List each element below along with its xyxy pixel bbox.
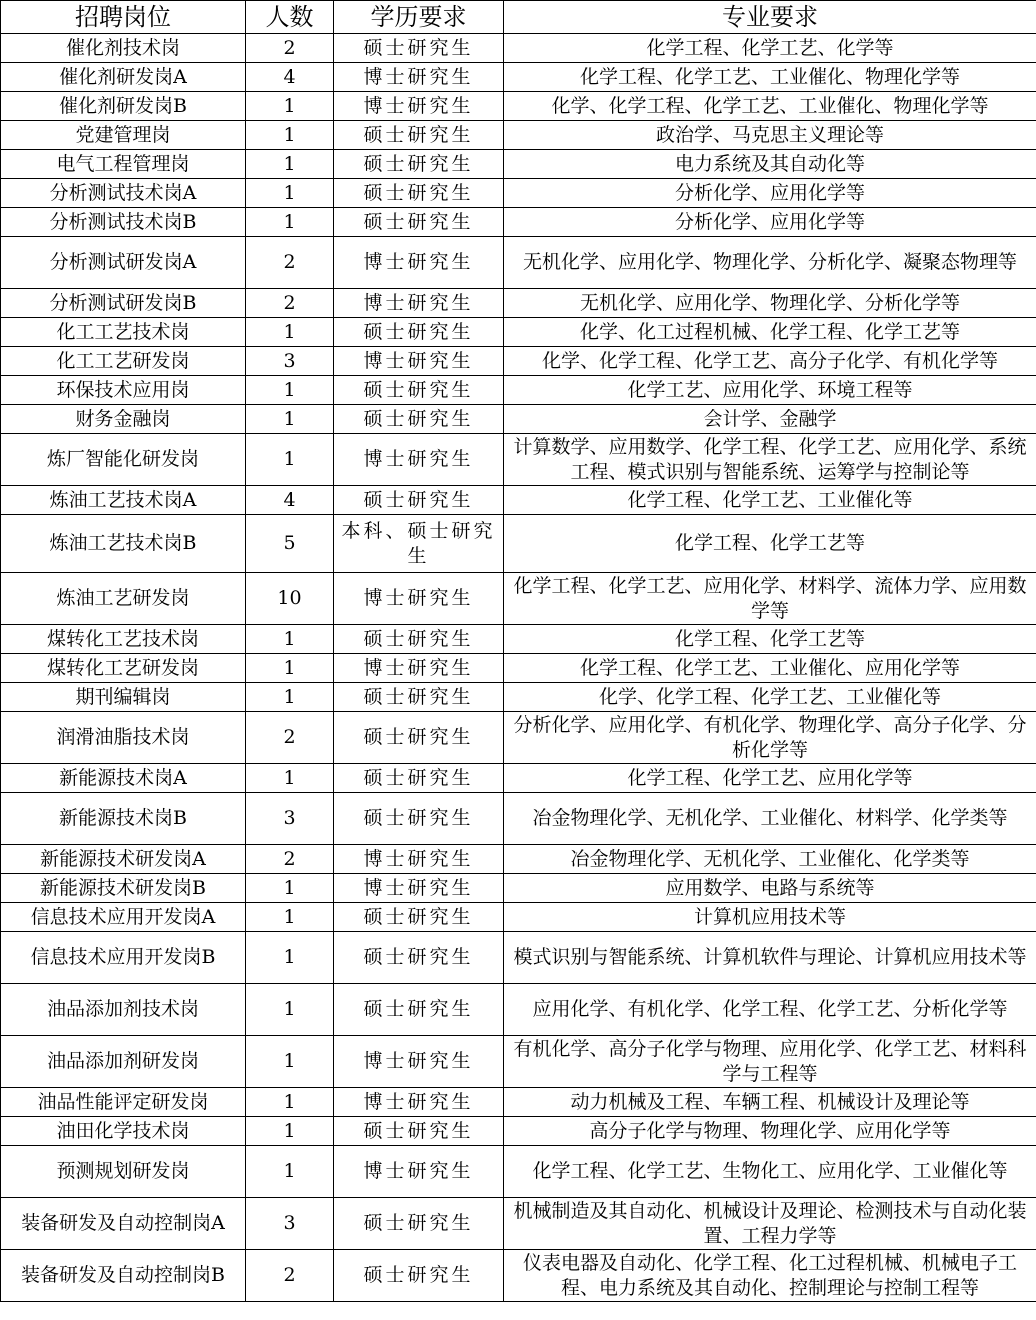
cell-education: 博士研究生 — [334, 654, 504, 683]
cell-position: 油品添加剂研发岗 — [1, 1036, 246, 1088]
table-row — [1, 1198, 1036, 1250]
cell-count: 1 — [246, 121, 334, 150]
cell-major: 会计学、金融学 — [504, 405, 1036, 434]
cell-major: 化学工程、化学工艺、工业催化、物理化学等 — [504, 63, 1036, 92]
cell-position: 分析测试技术岗B — [1, 208, 246, 237]
cell-major: 计算机应用技术等 — [504, 903, 1036, 932]
cell-count: 2 — [246, 289, 334, 318]
table-row — [1, 683, 1036, 712]
cell-position: 煤转化工艺技术岗 — [1, 625, 246, 654]
header-count: 人数 — [246, 1, 334, 34]
cell-education: 本科、硕士研究生 — [334, 515, 504, 573]
table-header-row — [1, 1, 1036, 34]
cell-count: 1 — [246, 654, 334, 683]
cell-count: 1 — [246, 984, 334, 1036]
table-row — [1, 712, 1036, 764]
cell-count: 1 — [246, 405, 334, 434]
cell-major: 分析化学、应用化学、有机化学、物理化学、高分子化学、分析化学等 — [504, 712, 1036, 764]
cell-position: 化工工艺研发岗 — [1, 347, 246, 376]
cell-position: 炼油工艺技术岗B — [1, 515, 246, 573]
table-row — [1, 874, 1036, 903]
cell-major: 冶金物理化学、无机化学、工业催化、化学类等 — [504, 845, 1036, 874]
table-row — [1, 625, 1036, 654]
cell-count: 1 — [246, 1146, 334, 1198]
cell-major: 化学工程、化学工艺、工业催化等 — [504, 486, 1036, 515]
cell-count: 1 — [246, 932, 334, 984]
table-row — [1, 1146, 1036, 1198]
cell-major: 化学工程、化学工艺、工业催化、应用化学等 — [504, 654, 1036, 683]
cell-count: 10 — [246, 573, 334, 625]
table-row — [1, 764, 1036, 793]
cell-major: 化学工程、化学工艺、应用化学等 — [504, 764, 1036, 793]
cell-major: 分析化学、应用化学等 — [504, 179, 1036, 208]
header-education: 学历要求 — [334, 1, 504, 34]
table-row — [1, 150, 1036, 179]
cell-position: 新能源技术岗A — [1, 764, 246, 793]
cell-count: 1 — [246, 903, 334, 932]
cell-major: 化学工程、化学工艺、生物化工、应用化学、工业催化等 — [504, 1146, 1036, 1198]
cell-position: 催化剂技术岗 — [1, 34, 246, 63]
cell-position: 信息技术应用开发岗A — [1, 903, 246, 932]
cell-major: 化学工艺、应用化学、环境工程等 — [504, 376, 1036, 405]
cell-education: 博士研究生 — [334, 92, 504, 121]
cell-position: 炼油工艺研发岗 — [1, 573, 246, 625]
cell-count: 3 — [246, 1198, 334, 1250]
cell-major: 电力系统及其自动化等 — [504, 150, 1036, 179]
cell-education: 博士研究生 — [334, 289, 504, 318]
cell-education: 硕士研究生 — [334, 208, 504, 237]
cell-count: 1 — [246, 1036, 334, 1088]
table-row — [1, 1250, 1036, 1302]
cell-position: 装备研发及自动控制岗B — [1, 1250, 246, 1302]
cell-position: 化工工艺技术岗 — [1, 318, 246, 347]
cell-education: 博士研究生 — [334, 434, 504, 486]
cell-position: 润滑油脂技术岗 — [1, 712, 246, 764]
cell-major: 计算数学、应用数学、化学工程、化学工艺、应用化学、系统工程、模式识别与智能系统、运筹学与控制论等 — [504, 434, 1036, 486]
cell-count: 2 — [246, 712, 334, 764]
cell-education: 硕士研究生 — [334, 984, 504, 1036]
cell-position: 新能源技术岗B — [1, 793, 246, 845]
cell-major: 化学、化学工程、化学工艺、工业催化、物理化学等 — [504, 92, 1036, 121]
table-row — [1, 486, 1036, 515]
cell-education: 博士研究生 — [334, 573, 504, 625]
cell-education: 硕士研究生 — [334, 903, 504, 932]
cell-education: 硕士研究生 — [334, 1117, 504, 1146]
cell-education: 硕士研究生 — [334, 712, 504, 764]
cell-major: 化学工程、化学工艺、化学等 — [504, 34, 1036, 63]
cell-position: 装备研发及自动控制岗A — [1, 1198, 246, 1250]
cell-education: 硕士研究生 — [334, 1198, 504, 1250]
cell-major: 应用化学、有机化学、化学工程、化学工艺、分析化学等 — [504, 984, 1036, 1036]
table-row — [1, 289, 1036, 318]
cell-education: 硕士研究生 — [334, 1250, 504, 1302]
cell-count: 1 — [246, 208, 334, 237]
table-row — [1, 405, 1036, 434]
table-row — [1, 63, 1036, 92]
cell-position: 财务金融岗 — [1, 405, 246, 434]
cell-major: 仪表电器及自动化、化学工程、化工过程机械、机械电子工程、电力系统及其自动化、控制理论与控制工程等 — [504, 1250, 1036, 1302]
cell-count: 2 — [246, 34, 334, 63]
cell-count: 1 — [246, 1117, 334, 1146]
cell-education: 硕士研究生 — [334, 793, 504, 845]
table-row — [1, 1036, 1036, 1088]
table-row — [1, 237, 1036, 289]
cell-education: 博士研究生 — [334, 1088, 504, 1117]
cell-count: 3 — [246, 347, 334, 376]
cell-major: 化学工程、化学工艺等 — [504, 515, 1036, 573]
table-row — [1, 1117, 1036, 1146]
table-row — [1, 515, 1036, 573]
cell-position: 油品性能评定研发岗 — [1, 1088, 246, 1117]
table-row — [1, 318, 1036, 347]
cell-major: 分析化学、应用化学等 — [504, 208, 1036, 237]
header-major: 专业要求 — [504, 1, 1036, 34]
cell-major: 化学工程、化学工艺等 — [504, 625, 1036, 654]
cell-count: 1 — [246, 874, 334, 903]
cell-count: 3 — [246, 793, 334, 845]
cell-major: 冶金物理化学、无机化学、工业催化、材料学、化学类等 — [504, 793, 1036, 845]
cell-major: 模式识别与智能系统、计算机软件与理论、计算机应用技术等 — [504, 932, 1036, 984]
cell-count: 1 — [246, 625, 334, 654]
cell-position: 环保技术应用岗 — [1, 376, 246, 405]
cell-position: 催化剂研发岗A — [1, 63, 246, 92]
cell-major: 化学、化工过程机械、化学工程、化学工艺等 — [504, 318, 1036, 347]
cell-education: 博士研究生 — [334, 347, 504, 376]
cell-position: 分析测试研发岗B — [1, 289, 246, 318]
cell-education: 博士研究生 — [334, 874, 504, 903]
cell-count: 2 — [246, 237, 334, 289]
cell-count: 1 — [246, 150, 334, 179]
cell-education: 硕士研究生 — [334, 150, 504, 179]
cell-major: 无机化学、应用化学、物理化学、分析化学等 — [504, 289, 1036, 318]
table-row — [1, 92, 1036, 121]
table-row — [1, 573, 1036, 625]
cell-education: 硕士研究生 — [334, 683, 504, 712]
cell-position: 炼油工艺技术岗A — [1, 486, 246, 515]
cell-major: 机械制造及其自动化、机械设计及理论、检测技术与自动化装置、工程力学等 — [504, 1198, 1036, 1250]
cell-count: 4 — [246, 63, 334, 92]
cell-count: 4 — [246, 486, 334, 515]
cell-education: 硕士研究生 — [334, 318, 504, 347]
table-row — [1, 654, 1036, 683]
table-row — [1, 1088, 1036, 1117]
cell-major: 有机化学、高分子化学与物理、应用化学、化学工艺、材料科学与工程等 — [504, 1036, 1036, 1088]
cell-education: 硕士研究生 — [334, 764, 504, 793]
cell-count: 1 — [246, 434, 334, 486]
cell-education: 博士研究生 — [334, 63, 504, 92]
cell-position: 煤转化工艺研发岗 — [1, 654, 246, 683]
cell-count: 1 — [246, 764, 334, 793]
cell-count: 1 — [246, 179, 334, 208]
table-row — [1, 376, 1036, 405]
cell-position: 油田化学技术岗 — [1, 1117, 246, 1146]
cell-count: 1 — [246, 1088, 334, 1117]
cell-education: 硕士研究生 — [334, 34, 504, 63]
table-row — [1, 845, 1036, 874]
cell-major: 应用数学、电路与系统等 — [504, 874, 1036, 903]
table-row — [1, 984, 1036, 1036]
table-row — [1, 208, 1036, 237]
cell-major: 化学、化学工程、化学工艺、高分子化学、有机化学等 — [504, 347, 1036, 376]
cell-major: 动力机械及工程、车辆工程、机械设计及理论等 — [504, 1088, 1036, 1117]
cell-education: 硕士研究生 — [334, 376, 504, 405]
cell-position: 电气工程管理岗 — [1, 150, 246, 179]
cell-count: 1 — [246, 318, 334, 347]
table-row — [1, 434, 1036, 486]
table-row — [1, 121, 1036, 150]
cell-count: 2 — [246, 845, 334, 874]
cell-major: 化学、化学工程、化学工艺、工业催化等 — [504, 683, 1036, 712]
cell-position: 新能源技术研发岗A — [1, 845, 246, 874]
cell-education: 硕士研究生 — [334, 121, 504, 150]
cell-position: 期刊编辑岗 — [1, 683, 246, 712]
cell-count: 1 — [246, 683, 334, 712]
cell-major: 高分子化学与物理、物理化学、应用化学等 — [504, 1117, 1036, 1146]
cell-count: 2 — [246, 1250, 334, 1302]
cell-education: 硕士研究生 — [334, 625, 504, 654]
cell-position: 分析测试技术岗A — [1, 179, 246, 208]
cell-position: 信息技术应用开发岗B — [1, 932, 246, 984]
table-row — [1, 179, 1036, 208]
cell-education: 硕士研究生 — [334, 932, 504, 984]
cell-education: 博士研究生 — [334, 1036, 504, 1088]
cell-major: 政治学、马克思主义理论等 — [504, 121, 1036, 150]
cell-position: 党建管理岗 — [1, 121, 246, 150]
cell-position: 预测规划研发岗 — [1, 1146, 246, 1198]
cell-count: 1 — [246, 376, 334, 405]
cell-position: 油品添加剂技术岗 — [1, 984, 246, 1036]
cell-major: 化学工程、化学工艺、应用化学、材料学、流体力学、应用数学等 — [504, 573, 1036, 625]
cell-position: 炼厂智能化研发岗 — [1, 434, 246, 486]
header-position: 招聘岗位 — [1, 1, 246, 34]
cell-position: 新能源技术研发岗B — [1, 874, 246, 903]
table-row — [1, 34, 1036, 63]
cell-major: 无机化学、应用化学、物理化学、分析化学、凝聚态物理等 — [504, 237, 1036, 289]
table-row — [1, 793, 1036, 845]
cell-position: 分析测试研发岗A — [1, 237, 246, 289]
table-row — [1, 932, 1036, 984]
cell-education: 硕士研究生 — [334, 405, 504, 434]
cell-count: 1 — [246, 92, 334, 121]
cell-education: 硕士研究生 — [334, 179, 504, 208]
cell-count: 5 — [246, 515, 334, 573]
table-row — [1, 347, 1036, 376]
cell-education: 博士研究生 — [334, 845, 504, 874]
cell-education: 硕士研究生 — [334, 486, 504, 515]
cell-education: 博士研究生 — [334, 1146, 504, 1198]
cell-education: 博士研究生 — [334, 237, 504, 289]
cell-position: 催化剂研发岗B — [1, 92, 246, 121]
table-row — [1, 903, 1036, 932]
